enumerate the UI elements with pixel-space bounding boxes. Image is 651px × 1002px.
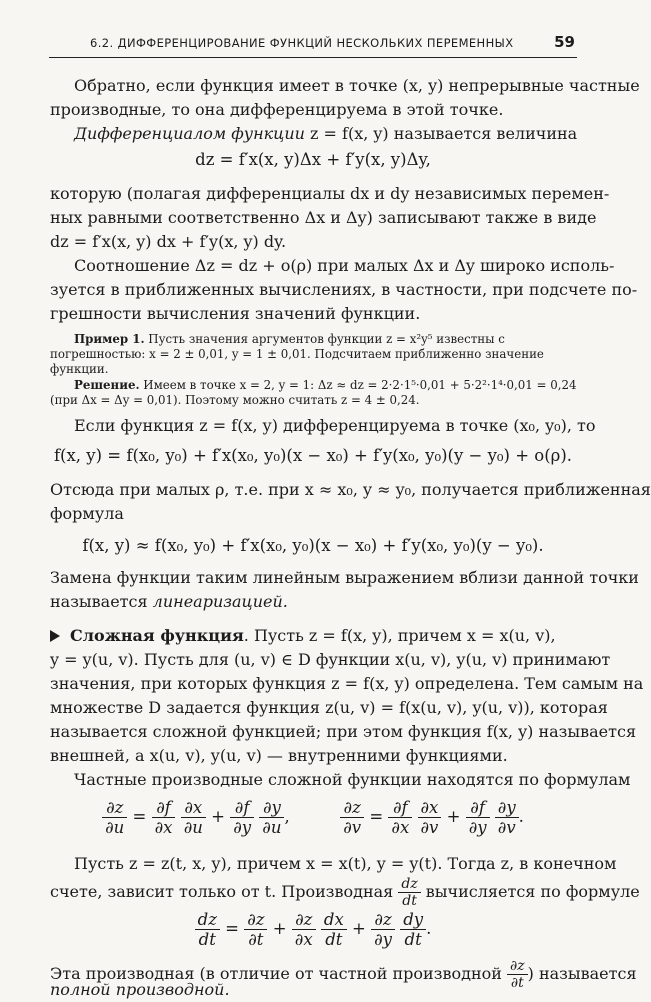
solution-line: (при Δx = Δy = 0,01). Поэтому можно считать z = 4 ± 0,24.: [50, 393, 420, 407]
fraction: $\frac{dy}{dt}$: [400, 910, 426, 949]
fraction: $\frac{\partial y}{\partial v}$: [495, 798, 519, 837]
text-line: Обратно, если функция имеет в точке (x, y) непрерывные частные: [74, 76, 640, 95]
text-line: называется сложной функцией; при этом функция f(x, y) называется: [50, 722, 637, 741]
section-title: Сложная функция: [70, 626, 244, 645]
text-line: называется линеаризацией.: [50, 592, 288, 611]
text-line: Замена функции таким линейным выражением вблизи данной точки: [50, 568, 639, 587]
solution-label: Решение.: [74, 378, 140, 392]
text-line: формула: [50, 504, 124, 523]
fraction: $\frac{\partial z}{\partial y}$: [371, 910, 395, 949]
formula-total-derivative: $\frac{dz}{dt}$ = $\frac{\partial z}{\partial t}$ + $\frac{\partial z}{\partial x}$ $\frac{dx}{dt}$ + $\frac{\partial z}{\partial y}$ $\frac{dy}{dt}$ .: [50, 910, 576, 949]
text-line: dz = f′x(x, y) dx + f′y(x, y) dy.: [50, 232, 287, 251]
fraction-dz-dt: $\frac{dz}{dt}$: [398, 876, 420, 909]
text-line: Отсюда при малых ρ, т.е. при x ≈ x₀, y ≈ y₀, получается приближенная: [50, 480, 651, 499]
text-line: Дифференциалом функции z = f(x, y) называется величина: [74, 124, 578, 143]
text-line: внешней, а x(u, v), y(u, v) — внутренними функциями.: [50, 746, 508, 765]
term-linearization: линеаризацией.: [152, 592, 288, 611]
fraction: $\frac{\partial y}{\partial u}$: [259, 798, 284, 837]
fraction: $\frac{\partial f}{\partial x}$: [388, 798, 412, 837]
fraction: $\frac{dz}{dt}$: [195, 910, 220, 949]
running-header: 6.2. ДИФФЕРЕНЦИРОВАНИЕ ФУНКЦИЙ НЕСКОЛЬКИХ ПЕРЕМЕННЫХ: [90, 36, 514, 50]
fraction: $\frac{\partial z}{\partial t}$: [244, 910, 267, 949]
fraction-dz-dt-partial: $\frac{\partial z}{\partial t}$: [507, 958, 528, 991]
text-line: Эта производная (в отличие от частной производной $\frac{\partial z}{\partial t}$ ) называется: [50, 958, 637, 991]
text-line: зуется в приближенных вычислениях, в частности, при подсчете по-: [50, 280, 638, 299]
play-bullet-icon: [50, 630, 60, 642]
example-label: Пример 1.: [74, 332, 145, 346]
example-line: функции.: [50, 362, 109, 376]
example-line: Пример 1. Пусть значения аргументов функции z = x²y⁵ известны с: [74, 332, 505, 346]
formula-taylor: f(x, y) = f(x₀, y₀) + f′x(x₀, y₀)(x − x₀) + f′y(x₀, y₀)(y − y₀) + o(ρ).: [53, 446, 573, 465]
term-total-derivative: полной производной.: [50, 980, 230, 999]
text-line: производные, то она дифференцируема в этой точке.: [50, 100, 504, 119]
fraction: $\frac{\partial z}{\partial x}$: [292, 910, 316, 949]
fraction: $\frac{\partial f}{\partial x}$: [152, 798, 176, 837]
text-line: ных равными соответственно Δx и Δy) записывают также в виде: [50, 208, 597, 227]
fraction: $\frac{\partial f}{\partial y}$: [466, 798, 490, 837]
text-line: Соотношение Δz = dz + o(ρ) при малых Δx и Δy широко исполь-: [74, 256, 615, 275]
example-line: погрешностью: x = 2 ± 0,01, y = 1 ± 0,01. Подсчитаем приближенно значение: [50, 347, 544, 361]
fraction: $\frac{\partial x}{\partial u}$: [181, 798, 206, 837]
text-line: которую (полагая дифференциалы dx и dy независимых перемен-: [50, 184, 610, 203]
fraction: $\frac{\partial x}{\partial v}$: [418, 798, 442, 837]
text-line: множестве D задается функция z(u, v) = f(x(u, v), y(u, v)), которая: [50, 698, 608, 717]
text-line: Пусть z = z(t, x, y), причем x = x(t), y = y(t). Тогда z, в конечном: [74, 854, 617, 873]
fraction: $\frac{\partial z}{\partial v}$: [340, 798, 364, 837]
text-line: значения, при которых функция z = f(x, y) определена. Тем самым на: [50, 674, 644, 693]
formula-chain-rule: $\frac{\partial z}{\partial u}$ = $\frac{\partial f}{\partial x}$ $\frac{\partial x}{\partial u}$ + $\frac{\partial f}{\partial y}$ $\frac{\partial y}{\partial u}$ , $\frac{\partial z}{\partial v}$ = $\frac{\partial f}{\partial x}$ $\frac{\partial x}{\partial v}$ + $\frac{\partial f}{\partial y}$ $\frac{\partial y}{\partial v}$ .: [50, 798, 576, 837]
section-heading-line: Сложная функция. Пусть z = f(x, y), причем x = x(u, v),: [50, 624, 576, 648]
text-line: грешности вычисления значений функции.: [50, 304, 421, 323]
text-line: счете, зависит только от t. Производная $\frac{dz}{dt}$ вычисляется по формуле: [50, 876, 640, 909]
header-rule: [49, 57, 577, 58]
fraction: $\frac{\partial f}{\partial y}$: [230, 798, 254, 837]
fraction: $\frac{dx}{dt}$: [321, 910, 347, 949]
text-line: y = y(u, v). Пусть для (u, v) ∈ D функции x(u, v), y(u, v) принимают: [50, 650, 611, 669]
page-number: 59: [554, 33, 575, 51]
text-line: Частные производные сложной функции находятся по формулам: [74, 770, 631, 789]
term-differential: Дифференциалом функции: [74, 124, 305, 143]
text-line: Если функция z = f(x, y) дифференцируема в точке (x₀, y₀), то: [74, 416, 596, 435]
fraction: $\frac{\partial z}{\partial u}$: [102, 798, 127, 837]
solution-line: Решение. Имеем в точке x = 2, y = 1: Δz ≈ dz = 2·2·1⁵·0,01 + 5·2²·1⁴·0,01 = 0,24: [74, 378, 577, 392]
formula-linear-approx: f(x, y) ≈ f(x₀, y₀) + f′x(x₀, y₀)(x − x₀) + f′y(x₀, y₀)(y − y₀).: [82, 536, 544, 555]
formula-differential: dz = f′x(x, y)Δx + f′y(x, y)Δy,: [195, 150, 431, 169]
